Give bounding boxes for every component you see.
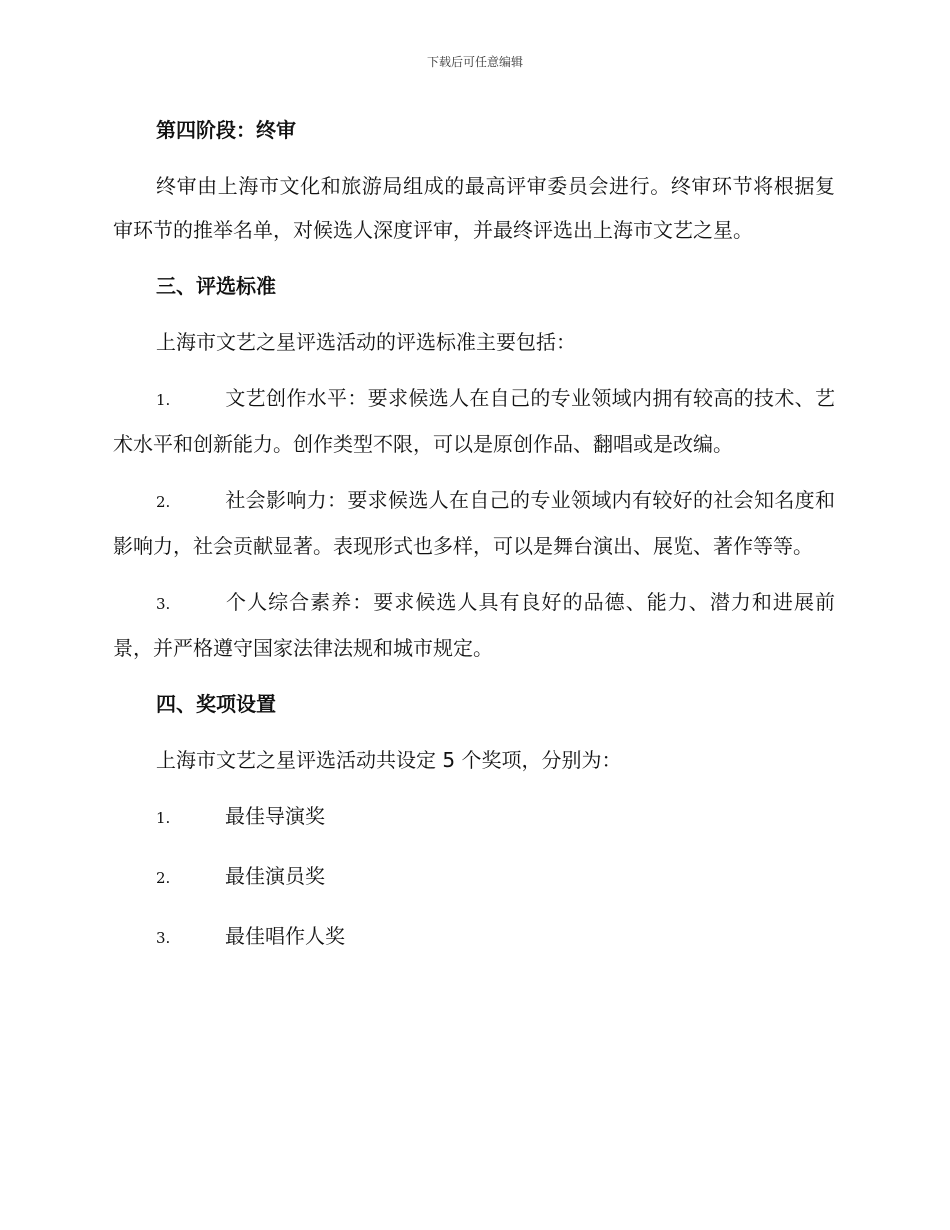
list-number: 1. — [156, 391, 171, 409]
section4-heading: 四、奖项设置 — [156, 692, 276, 716]
stage4-heading: 第四阶段：终审 — [156, 118, 296, 142]
award-item — [113, 914, 835, 960]
criteria-item — [113, 376, 835, 466]
list-number: 2. — [156, 493, 171, 511]
criteria-item — [113, 478, 835, 568]
stage4-paragraph: 终审由上海市文化和旅游局组成的最高评审委员会进行。终审环节将根据复审环节的推举名单，对候选人深度评审，并最终评选出上海市文艺之星。 — [113, 174, 835, 242]
award-text: 最佳演员奖 — [225, 864, 325, 888]
criteria-item — [113, 580, 835, 670]
page-header-note: 下载后可任意编辑 — [426, 55, 523, 69]
document-body — [113, 108, 835, 974]
criteria-text: 文艺创作水平：要求候选人在自己的专业领域内拥有较高的技术、艺术水平和创新能力。创作类型不限，可以是原创作品、翻唱或是改编。 — [113, 386, 835, 456]
award-item — [113, 794, 835, 840]
section3-intro: 上海市文艺之星评选活动的评选标准主要包括： — [156, 330, 576, 354]
section3-heading: 三、评选标准 — [156, 274, 276, 298]
list-number: 1. — [156, 809, 171, 827]
award-text: 最佳导演奖 — [225, 804, 325, 828]
section4-intro: 上海市文艺之星评选活动共设定 5 个奖项，分别为： — [156, 748, 622, 772]
criteria-text: 个人综合素养：要求候选人具有良好的品德、能力、潜力和进展前景，并严格遵守国家法律法规和城市规定。 — [113, 590, 835, 660]
award-item — [113, 854, 835, 900]
award-text: 最佳唱作人奖 — [225, 924, 345, 948]
list-number: 3. — [156, 929, 171, 947]
list-number: 3. — [156, 595, 171, 613]
criteria-text: 社会影响力：要求候选人在自己的专业领域内有较好的社会知名度和影响力，社会贡献显著。表现形式也多样，可以是舞台演出、展览、著作等等。 — [113, 488, 835, 558]
list-number: 2. — [156, 869, 171, 887]
